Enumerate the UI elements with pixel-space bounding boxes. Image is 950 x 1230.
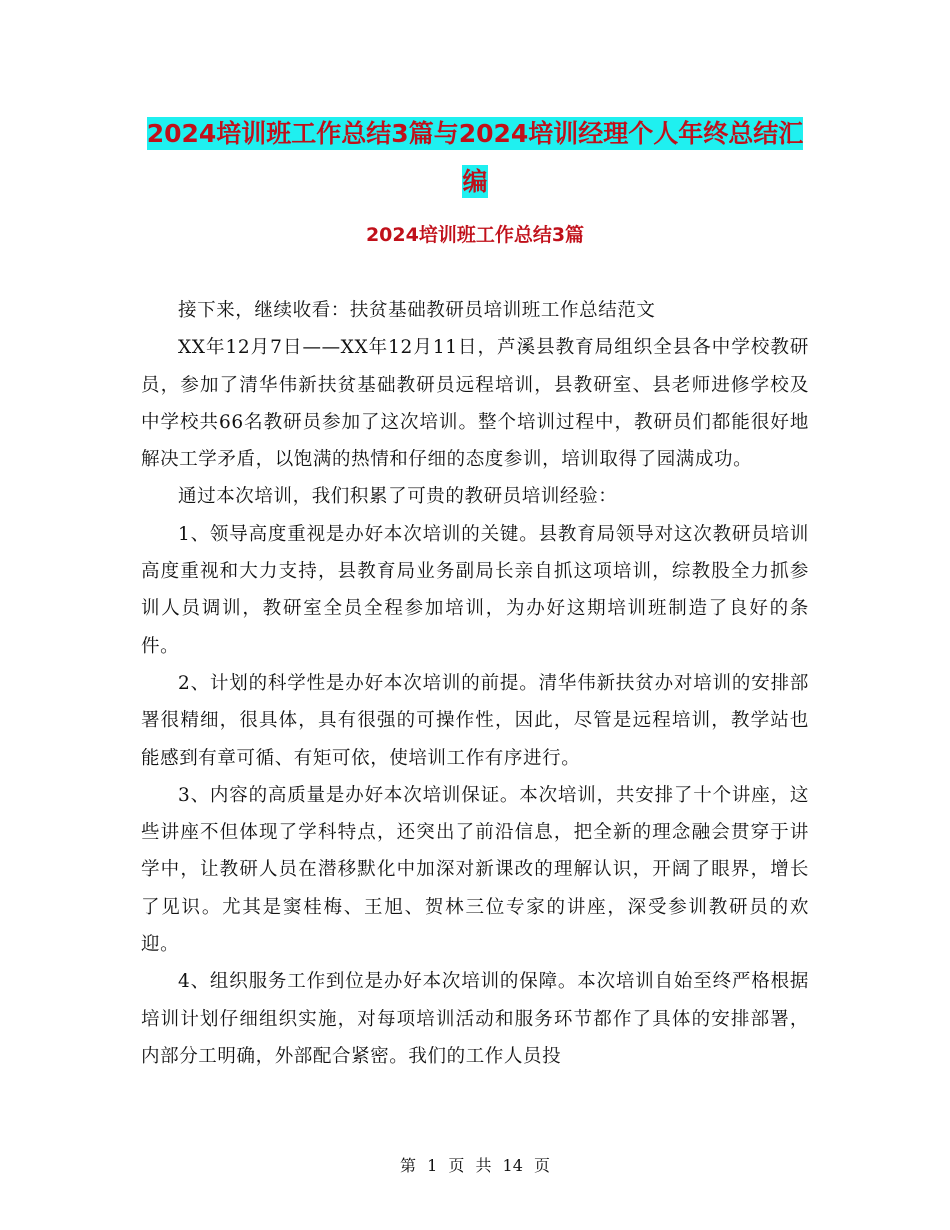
paragraph: 4、组织服务工作到位是办好本次培训的保障。本次培训自始至终严格根据培训计划仔细组织实施，对每项培训活动和服务环节都作了具体的安排部署，内部分工明确，外部配合紧密。我们的工作人员投 <box>141 971 809 1067</box>
section-title: 2024培训班工作总结3篇 <box>365 224 585 246</box>
document-title-text: 2024培训班工作总结3篇与2024培训经理个人年终总结汇编 <box>146 119 804 196</box>
paragraph: XX年12月7日——XX年12月11日，芦溪县教育局组织全县各中学校教研员，参加了清华伟新扶贫基础教研员远程培训，县教研室、县老师进修学校及中学校共66名教研员参加了这次培训。整个培训过程中，教研员们都能很好地解决工学矛盾，以饱满的热情和仔细的态度参训，培训取得了园满成功。 <box>141 337 809 471</box>
page-footer: 第 1 页 共 14 页 <box>400 1156 550 1175</box>
paragraph: 3、内容的高质量是办好本次培训保证。本次培训，共安排了十个讲座，这些讲座不但体现了学科特点，还突出了前沿信息，把全新的理念融会贯穿于讲学中，让教研人员在潜移默化中加深对新课改的理解认识，开阔了眼界，增长了见识。尤其是窦桂梅、王旭、贺林三位专家的讲座，深受参训教研员的欢迎。 <box>141 784 809 956</box>
paragraph: 2、计划的科学性是办好本次培训的前提。清华伟新扶贫办对培训的安排部署很精细，很具体，具有很强的可操作性，因此，尽管是远程培训，教学站也能感到有章可循、有矩可依，使培训工作有序进行。 <box>141 672 809 769</box>
document-title <box>140 110 810 206</box>
paragraph: 通过本次培训，我们积累了可贵的教研员培训经验： <box>178 486 618 508</box>
document-body <box>141 292 809 1075</box>
paragraph: 接下来，继续收看：扶贫基础教研员培训班工作总结范文 <box>178 300 656 321</box>
paragraph: 1、领导高度重视是办好本次培训的关键。县教育局领导对这次教研员培训高度重视和大力支持，县教育局业务副局长亲自抓这项培训，综教股全力抓参训人员调训，教研室全员全程参加培训，为办好这期培训班制造了良好的条件。 <box>141 523 809 657</box>
